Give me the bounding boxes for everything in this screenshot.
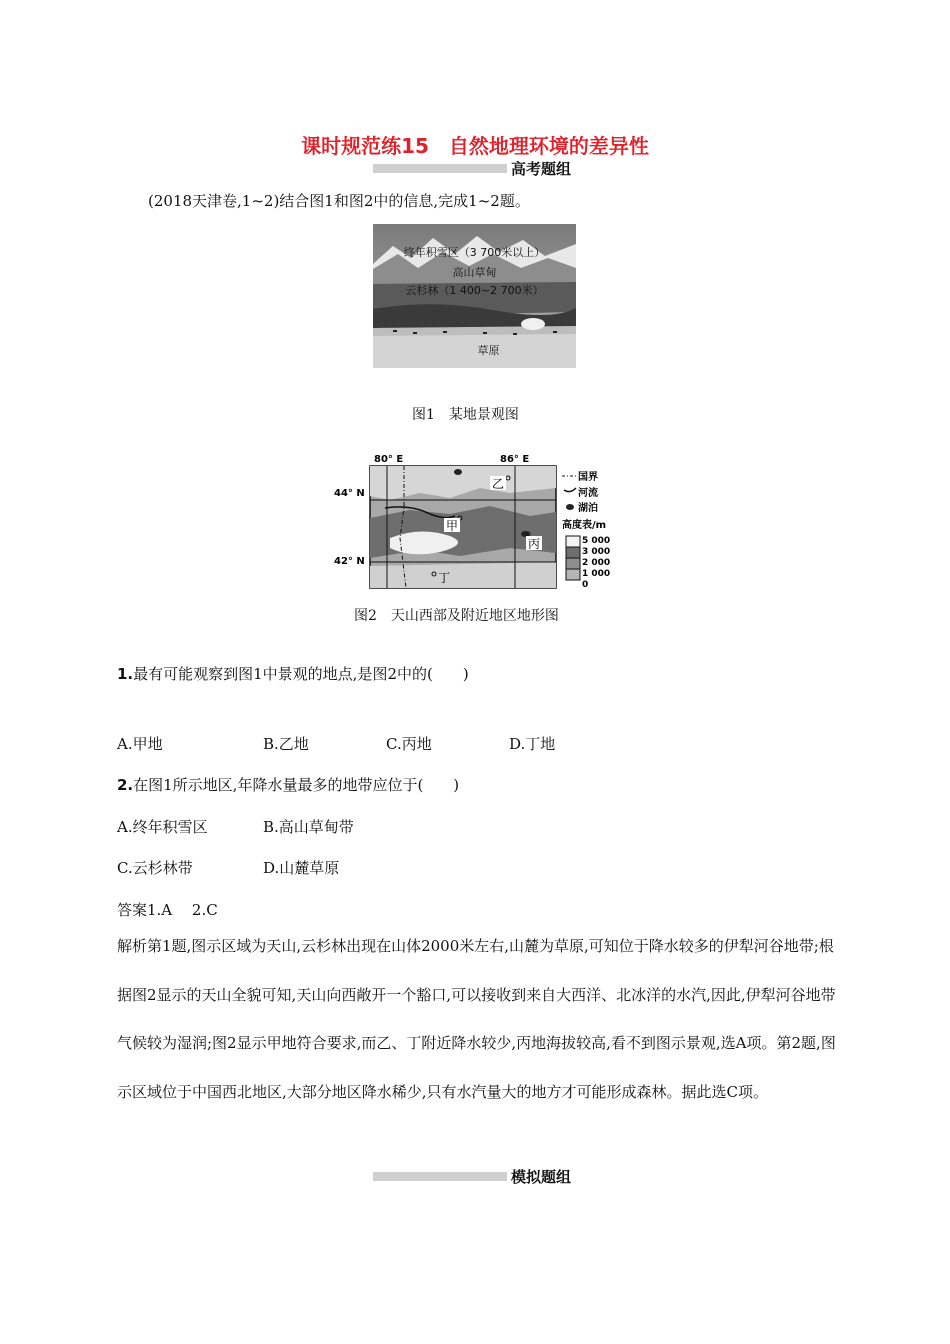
q1-option-c: C.丙地 [386, 735, 432, 753]
label-spruce-forest: 云杉林（1 400~2 700米） [405, 284, 544, 297]
elev-swatch-3000 [566, 547, 580, 558]
landscape-photo [373, 224, 576, 368]
elev-swatch-2000 [566, 558, 580, 569]
legend-lake: 湖泊 [578, 503, 598, 514]
elev-swatch-5000 [566, 536, 580, 547]
place-ding: 丁 [438, 571, 451, 585]
lon-label-80e: 80° E [374, 454, 404, 465]
analysis-text: 解析第1题,图示区域为天山,云杉林出现在山体2000米左右,山麓为草原,可知位于降水较多的伊犁河谷地带;根据图2显示的天山全貌可知,天山向西敞开一个豁口,可以接收到来自大西洋、北冰洋的水汽,因此,伊犁河谷地带气候较为湿润;图2显示甲地符合要求,而乙、丁附近降水较少,丙地海拔较高,看不到图示景观,选A项。第2题,图示区域位于中国西北地区,大部分地区降水稀少,只有水汽量大的地方才可能形成森林。据此选C项。 [117, 937, 836, 1101]
section-bar [373, 164, 507, 173]
section-header-gaokao [373, 158, 633, 178]
page-title: 课时规范练15 自然地理环境的差异性 [301, 134, 649, 158]
terrain-map [330, 448, 630, 598]
legend-river: 河流 [578, 488, 598, 499]
q1-option-d: D.丁地 [509, 735, 556, 753]
place-yi: 乙 [492, 477, 505, 491]
lat-label-44n: 44° N [334, 488, 365, 499]
question-1-number: 1. [117, 665, 134, 683]
lon-label-86e: 86° E [500, 454, 530, 465]
question-2-text: 在图1所示地区,年降水量最多的地带应位于( ) [133, 776, 460, 794]
q2-option-a: A.终年积雪区 [117, 818, 208, 836]
elev-label-5000: 5 000 [582, 536, 611, 546]
southern-basin [370, 562, 556, 588]
q2-option-b: B.高山草甸带 [263, 818, 354, 836]
label-grassland: 草原 [477, 344, 500, 357]
lat-label-42n: 42° N [334, 556, 365, 567]
q1-option-b: B.乙地 [263, 735, 309, 753]
section-label: 高考题组 [511, 160, 572, 178]
elevation-title: 高度表/m [562, 520, 607, 531]
legend-border: 国界 [578, 472, 598, 483]
place-jia: 甲 [446, 519, 459, 533]
q1-option-a: A.甲地 [117, 735, 163, 753]
elev-label-0: 0 [582, 580, 589, 590]
question-2-number: 2. [117, 776, 134, 794]
question-1 [117, 663, 469, 684]
elev-label-3000: 3 000 [582, 547, 611, 557]
lake-north [454, 469, 462, 475]
legend-lake-symbol [566, 504, 574, 510]
figure2-caption: 图2 天山西部及附近地区地形图 [354, 608, 559, 624]
place-bing: 丙 [528, 537, 541, 551]
q2-option-d: D.山麓草原 [263, 859, 340, 877]
elev-label-2000: 2 000 [582, 558, 611, 568]
question-1-text: 最有可能观察到图1中景观的地点,是图2中的( ) [133, 665, 469, 683]
section-bar [373, 1172, 507, 1181]
intro-text: (2018天津卷,1~2)结合图1和图2中的信息,完成1~2题。 [148, 192, 530, 210]
label-snow-zone: 终年积雪区（3 700米以上） [403, 246, 546, 259]
section-header-moni [373, 1166, 633, 1186]
question-2 [117, 774, 459, 795]
elev-label-1000: 1 000 [582, 569, 611, 579]
answer-line: 答案1.A 2.C [117, 901, 218, 919]
legend-river-symbol [564, 488, 576, 492]
section-label: 模拟题组 [511, 1168, 572, 1186]
elev-swatch-1000 [566, 569, 580, 580]
label-alpine-meadow: 高山草甸 [452, 266, 497, 279]
figure1-caption: 图1 某地景观图 [412, 407, 519, 423]
q2-option-c: C.云杉林带 [117, 859, 193, 877]
